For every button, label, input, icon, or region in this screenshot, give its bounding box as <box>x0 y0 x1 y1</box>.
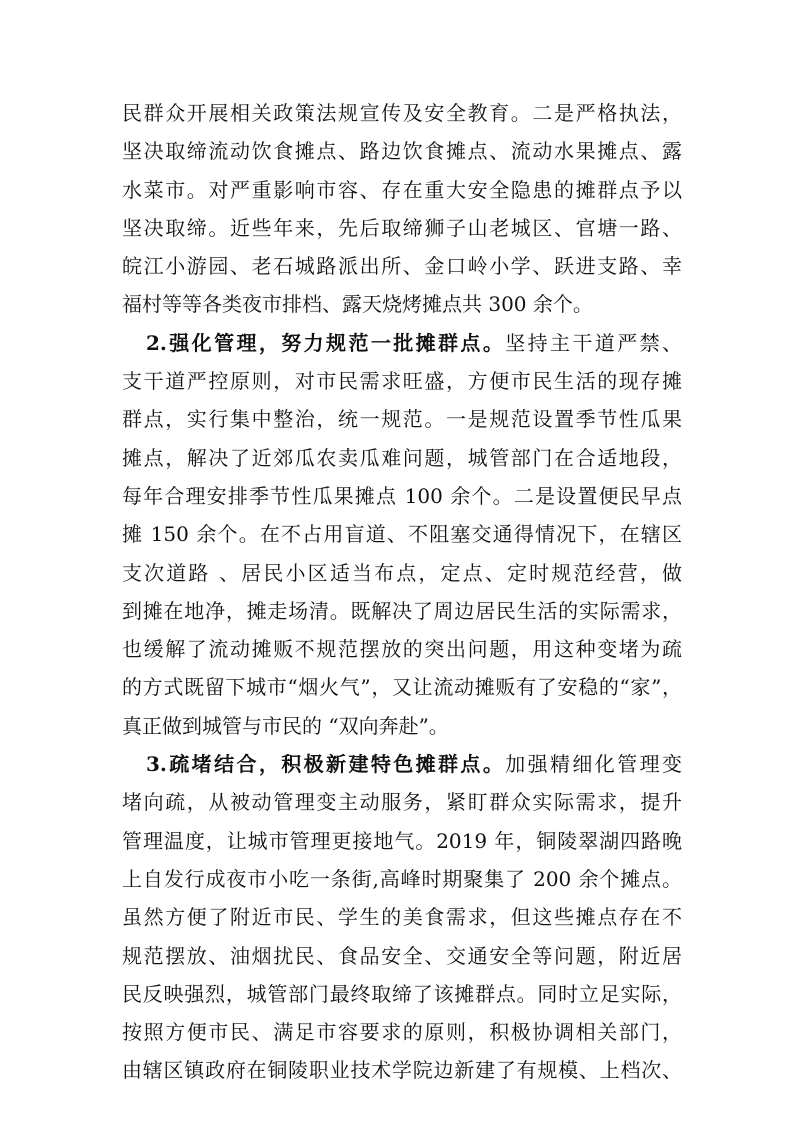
text-line: 虽然方便了附近市民、学生的美食需求，但这些摊点存在不 <box>122 905 682 930</box>
section-3-first-text: 加强精细化管理变 <box>505 752 682 777</box>
text-line: 民群众开展相关政策法规宣传及安全教育。二是严格执法， <box>122 101 682 125</box>
text-line: 福村等等各类夜市排档、露天烧烤摊点共 300 余个。 <box>122 292 593 317</box>
text-line: 由辖区镇政府在铜陵职业技术学院边新建了有规模、上档次、 <box>122 1058 682 1083</box>
text-line: 每年合理安排季节性瓜果摊点 100 余个。二是设置便民早点 <box>122 483 682 508</box>
section-2-first-line <box>122 324 682 362</box>
text-line: 水菜市。对严重影响市容、存在重大安全隐患的摊群点予以 <box>122 177 682 202</box>
section-3-first-line <box>122 745 682 783</box>
text-line: 到摊在地净，摊走场清。既解决了周边居民生活的实际需求， <box>122 598 682 623</box>
text-line: 按照方便市民、满足市容要求的原则，积极协调相关部门， <box>122 1020 682 1045</box>
text-line: 管理温度，让城市管理更接地气。2019 年，铜陵翠湖四路晚 <box>122 828 682 853</box>
text-line: 群点，实行集中整治，统一规范。一是规范设置季节性瓜果 <box>122 407 682 432</box>
text-line: 也缓解了流动摊贩不规范摆放的突出问题，用这种变堵为疏 <box>122 637 682 662</box>
text-line: 堵向疏，从被动管理变主动服务，紧盯群众实际需求，提升 <box>122 790 682 815</box>
text-line: 皖江小游园、老石城路派出所、金口岭小学、跃进支路、幸 <box>122 254 682 279</box>
text-line: 的方式既留下城市“烟火气”，又让流动摊贩有了安稳的“家”， <box>122 675 682 700</box>
text-line: 规范摆放、油烟扰民、食品安全、交通安全等问题，附近居 <box>122 943 682 968</box>
text-line: 摊 150 余个。在不占用盲道、不阻塞交通得情况下，在辖区 <box>122 522 682 547</box>
section-2-first-text: 坚持主干道严禁、 <box>505 330 682 355</box>
text-line: 坚决取缔流动饮食摊点、路边饮食摊点、流动水果摊点、露 <box>122 139 682 164</box>
text-line: 支次道路 、居民小区适当布点，定点、定时规范经营，做 <box>122 560 682 585</box>
text-line: 上自发行成夜市小吃一条街,高峰时期聚集了 200 余个摊点。 <box>122 866 682 891</box>
text-line: 真正做到城管与市民的 “双向奔赴”。 <box>122 713 449 738</box>
text-line: 民反映强烈，城管部门最终取缔了该摊群点。同时立足实际， <box>122 981 682 1006</box>
text-line: 摊点，解决了近郊瓜农卖瓜难问题，城管部门在合适地段， <box>122 445 682 470</box>
text-line: 坚决取缔。近些年来，先后取缔狮子山老城区、官塘一路、 <box>122 215 682 240</box>
body-text <box>122 94 682 1090</box>
section-3-heading: 3.疏堵结合，积极新建特色摊群点。 <box>146 752 506 777</box>
text-line: 支干道严控原则，对市民需求旺盛，方便市民生活的现存摊 <box>122 369 682 394</box>
section-2-heading: 2.强化管理，努力规范一批摊群点。 <box>146 330 506 355</box>
